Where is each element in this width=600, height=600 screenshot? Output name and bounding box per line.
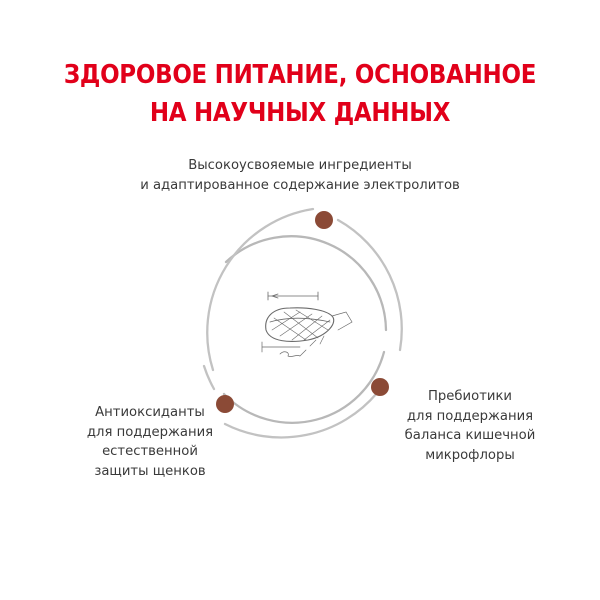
- benefit-caption-left: [60, 403, 240, 481]
- inner-ring-arc-lower: [224, 352, 384, 423]
- benefit-dot-top: [315, 211, 333, 229]
- benefit-caption-right: [380, 387, 560, 465]
- outer-ring-arc-right: [338, 220, 402, 350]
- benefit-top-line-2: и адаптированное содержание электролитов: [140, 177, 460, 193]
- headline-line-2: НА НАУЧНЫХ ДАННЫХ: [149, 98, 451, 128]
- benefit-left-line-3: естественной: [102, 444, 198, 459]
- headline-line-1: ЗДОРОВОЕ ПИТАНИЕ, ОСНОВАННОЕ: [63, 60, 537, 90]
- benefit-right-line-2: для поддержания: [406, 408, 534, 424]
- benefit-right-line-4: микрофлоры: [425, 447, 515, 463]
- benefit-top-line-1: Высокоусвояемые ингредиенты: [188, 158, 412, 173]
- benefit-right-line-3: баланса кишечной: [404, 428, 536, 443]
- kibble-sketch-icon: [262, 292, 352, 357]
- benefit-left-line-2: для поддержания: [86, 424, 214, 440]
- outer-ring-arc-left: [207, 209, 313, 370]
- benefit-left-line-1: Антиоксиданты: [95, 405, 205, 420]
- benefit-left-line-4: защиты щенков: [94, 463, 206, 479]
- benefit-right-line-1: Пребиотики: [428, 389, 512, 404]
